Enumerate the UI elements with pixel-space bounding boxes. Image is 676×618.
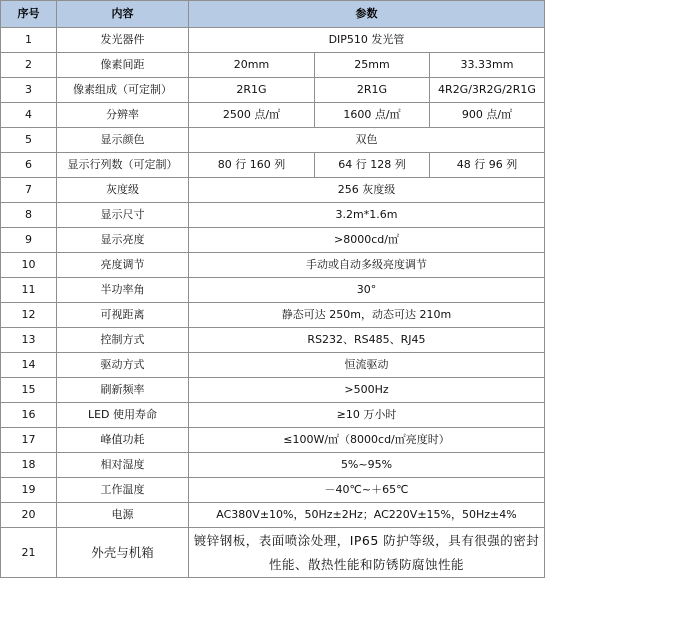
row-value: ≥10 万小时 <box>189 403 545 428</box>
table-row <box>1 178 545 203</box>
row-value-col3: 4R2G/3R2G/2R1G <box>430 78 545 103</box>
row-label: 半功率角 <box>57 278 189 303</box>
table-row <box>1 453 545 478</box>
row-value-col1: 2500 点/㎡ <box>189 103 315 128</box>
row-label: 显示尺寸 <box>57 203 189 228</box>
row-value: DIP510 发光管 <box>189 28 545 53</box>
row-value: 双色 <box>189 128 545 153</box>
header-params: 参数 <box>189 1 545 28</box>
row-label: 显示颜色 <box>57 128 189 153</box>
row-value-col1: 20mm <box>189 53 315 78</box>
table-row <box>1 378 545 403</box>
row-value-col3: 33.33mm <box>430 53 545 78</box>
row-label: 像素组成（可定制） <box>57 78 189 103</box>
row-value: 镀锌钢板，表面喷涂处理，IP65 防护等级，具有很强的密封性能、散热性能和防锈防腐蚀性能 <box>189 528 545 578</box>
row-index: 3 <box>1 78 57 103</box>
row-value-col2: 2R1G <box>315 78 430 103</box>
row-value: －40℃~＋65℃ <box>189 478 545 503</box>
row-index: 21 <box>1 528 57 578</box>
row-index: 10 <box>1 253 57 278</box>
row-index: 18 <box>1 453 57 478</box>
table-row <box>1 478 545 503</box>
row-value: 静态可达 250m，动态可达 210m <box>189 303 545 328</box>
row-value: >8000cd/㎡ <box>189 228 545 253</box>
row-label: 分辨率 <box>57 103 189 128</box>
row-label: 像素间距 <box>57 53 189 78</box>
table-row <box>1 503 545 528</box>
row-index: 16 <box>1 403 57 428</box>
row-value-col1: 80 行 160 列 <box>189 153 315 178</box>
row-index: 7 <box>1 178 57 203</box>
row-label: 相对湿度 <box>57 453 189 478</box>
row-index: 9 <box>1 228 57 253</box>
row-index: 2 <box>1 53 57 78</box>
row-index: 12 <box>1 303 57 328</box>
row-value: 256 灰度级 <box>189 178 545 203</box>
table-row <box>1 303 545 328</box>
header-index: 序号 <box>1 1 57 28</box>
row-label: 显示亮度 <box>57 228 189 253</box>
table-row <box>1 353 545 378</box>
row-label: 发光器件 <box>57 28 189 53</box>
row-value-col2: 1600 点/㎡ <box>315 103 430 128</box>
table-row <box>1 278 545 303</box>
row-label: 亮度调节 <box>57 253 189 278</box>
row-index: 17 <box>1 428 57 453</box>
row-value: 恒流驱动 <box>189 353 545 378</box>
row-index: 14 <box>1 353 57 378</box>
table-row <box>1 253 545 278</box>
table-row <box>1 53 545 78</box>
table-row <box>1 403 545 428</box>
row-index: 6 <box>1 153 57 178</box>
row-value: 3.2m*1.6m <box>189 203 545 228</box>
table-row <box>1 328 545 353</box>
row-index: 1 <box>1 28 57 53</box>
row-label: 灰度级 <box>57 178 189 203</box>
table-row <box>1 528 545 578</box>
row-index: 5 <box>1 128 57 153</box>
row-value: 30° <box>189 278 545 303</box>
table-row <box>1 203 545 228</box>
table-row <box>1 153 545 178</box>
row-label: 工作温度 <box>57 478 189 503</box>
row-index: 11 <box>1 278 57 303</box>
table-row <box>1 28 545 53</box>
row-value-col2: 25mm <box>315 53 430 78</box>
row-value: AC380V±10%，50Hz±2Hz；AC220V±15%，50Hz±4% <box>189 503 545 528</box>
row-index: 13 <box>1 328 57 353</box>
row-index: 8 <box>1 203 57 228</box>
row-label: 电源 <box>57 503 189 528</box>
header-content: 内容 <box>57 1 189 28</box>
row-value: 手动或自动多级亮度调节 <box>189 253 545 278</box>
table-row <box>1 128 545 153</box>
row-value: ≤100W/㎡（8000cd/㎡亮度时） <box>189 428 545 453</box>
row-value: RS232、RS485、RJ45 <box>189 328 545 353</box>
row-value: >500Hz <box>189 378 545 403</box>
row-value-col1: 2R1G <box>189 78 315 103</box>
row-value-col2: 64 行 128 列 <box>315 153 430 178</box>
row-label: 驱动方式 <box>57 353 189 378</box>
table-row <box>1 78 545 103</box>
table-row <box>1 103 545 128</box>
row-label: LED 使用寿命 <box>57 403 189 428</box>
row-index: 15 <box>1 378 57 403</box>
row-label: 可视距离 <box>57 303 189 328</box>
row-label: 显示行列数（可定制） <box>57 153 189 178</box>
row-label: 控制方式 <box>57 328 189 353</box>
row-value-col3: 900 点/㎡ <box>430 103 545 128</box>
row-label: 外壳与机箱 <box>57 528 189 578</box>
row-label: 刷新频率 <box>57 378 189 403</box>
table-row <box>1 428 545 453</box>
row-index: 19 <box>1 478 57 503</box>
table-row <box>1 228 545 253</box>
row-index: 20 <box>1 503 57 528</box>
row-index: 4 <box>1 103 57 128</box>
header-row <box>1 1 545 28</box>
row-value-col3: 48 行 96 列 <box>430 153 545 178</box>
row-value: 5%~95% <box>189 453 545 478</box>
row-label: 峰值功耗 <box>57 428 189 453</box>
